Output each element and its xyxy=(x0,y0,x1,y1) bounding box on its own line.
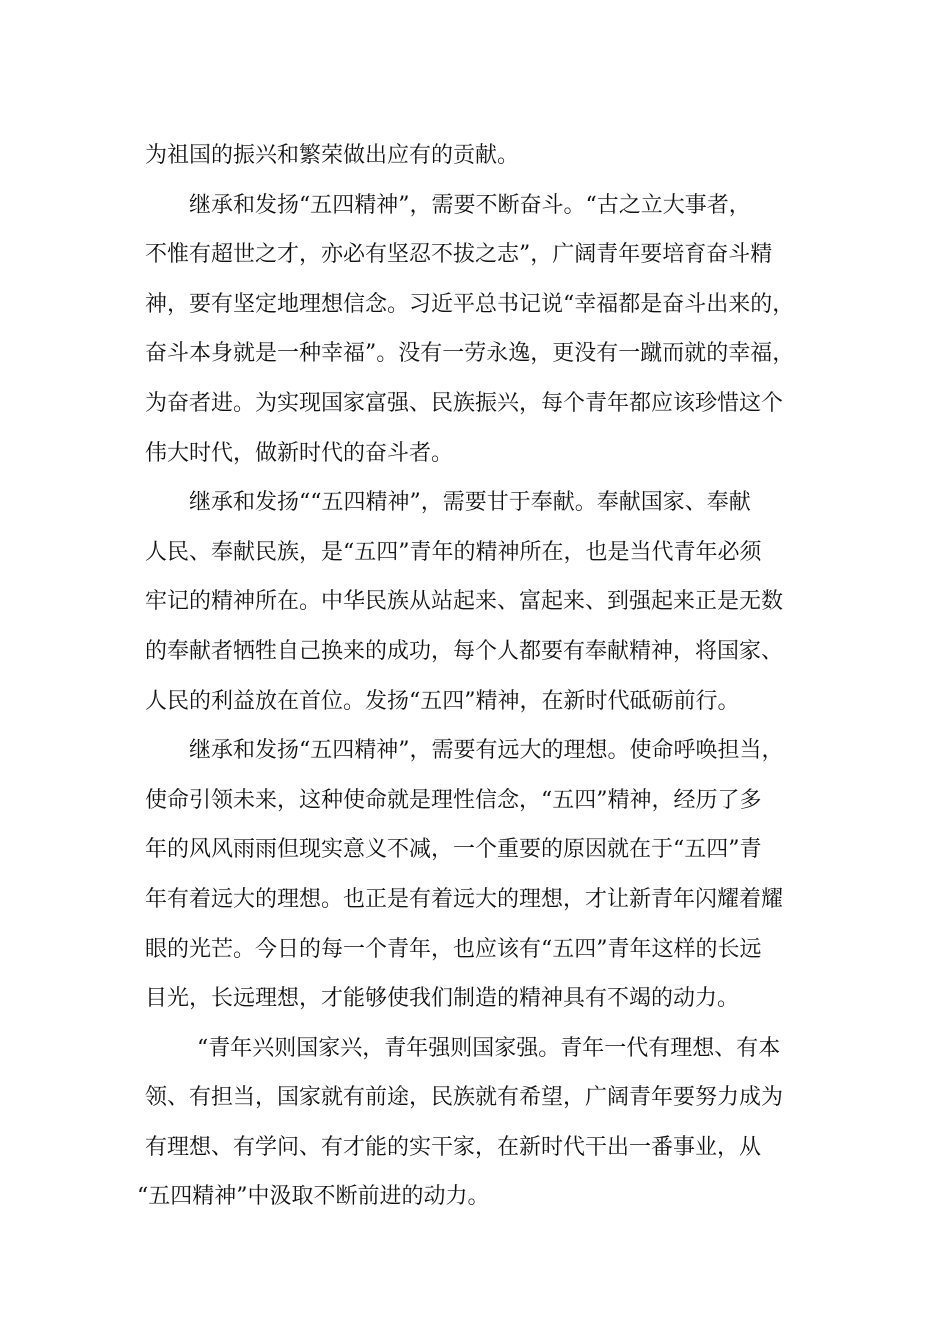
text-line: 使命引领未来，这种使命就是理性信念，“五四”精神，经历了多 xyxy=(145,787,762,813)
text-line: 年的风风雨雨但现实意义不减，一个重要的原因就在于“五四”青 xyxy=(145,837,762,863)
text-line: 为祖国的振兴和繁荣做出应有的贡献。 xyxy=(145,143,520,168)
paragraph-first-line: 继承和发扬““五四精神”，需要甘于奉献。奉献国家、奉献 xyxy=(189,490,751,516)
text-line: “五四精神”中汲取不断前进的动力。 xyxy=(137,1184,490,1210)
text-line: 目光，长远理想，才能够使我们制造的精神具有不竭的动力。 xyxy=(145,986,740,1012)
text-line: 奋斗本身就是一种幸福”。没有一劳永逸，更没有一蹴而就的幸福， xyxy=(145,341,795,367)
document-body xyxy=(137,131,835,1222)
text-line: 领、有担当，国家就有前途，民族就有希望，广阔青年要努力成为 xyxy=(145,1085,784,1111)
text-line: 有理想、有学问、有才能的实干家，在新时代干出一番事业，从 xyxy=(145,1134,762,1160)
text-line: 牢记的精神所在。中华民族从站起来、富起来、到强起来正是无数 xyxy=(145,589,784,615)
text-line: 为奋者进。为实现国家富强、民族振兴，每个青年都应该珍惜这个 xyxy=(145,390,784,416)
text-line: 人民、奉献民族，是“五四”青年的精神所在，也是当代青年必须 xyxy=(145,539,762,565)
paragraph-first-line: “青年兴则国家兴，青年强则国家强。青年一代有理想、有本 xyxy=(197,1035,781,1061)
paragraph-first-line: 继承和发扬“五四精神”，需要有远大的理想。使命呼唤担当， xyxy=(189,738,784,764)
text-line: 年有着远大的理想。也正是有着远大的理想，才让新青年闪耀着耀 xyxy=(145,886,784,912)
text-line: 人民的利益放在首位。发扬“五四”精神，在新时代砥砺前行。 xyxy=(145,688,740,714)
text-line: 眼的光芒。今日的每一个青年，也应该有“五四”青年这样的长远 xyxy=(145,936,762,962)
paragraph-first-line: 继承和发扬“五四精神”，需要不断奋斗。“古之立大事者， xyxy=(189,192,751,218)
text-line: 不惟有超世之才，亦必有坚忍不拔之志”，广阔青年要培育奋斗精 xyxy=(145,242,773,268)
text-line: 神，要有坚定地理想信念。习近平总书记说“幸福都是奋斗出来的， xyxy=(145,291,795,317)
text-line: 的奉献者牺牲自己换来的成功，每个人都要有奉献精神，将国家、 xyxy=(145,638,784,664)
text-line: 伟大时代，做新时代的奋斗者。 xyxy=(145,440,454,466)
